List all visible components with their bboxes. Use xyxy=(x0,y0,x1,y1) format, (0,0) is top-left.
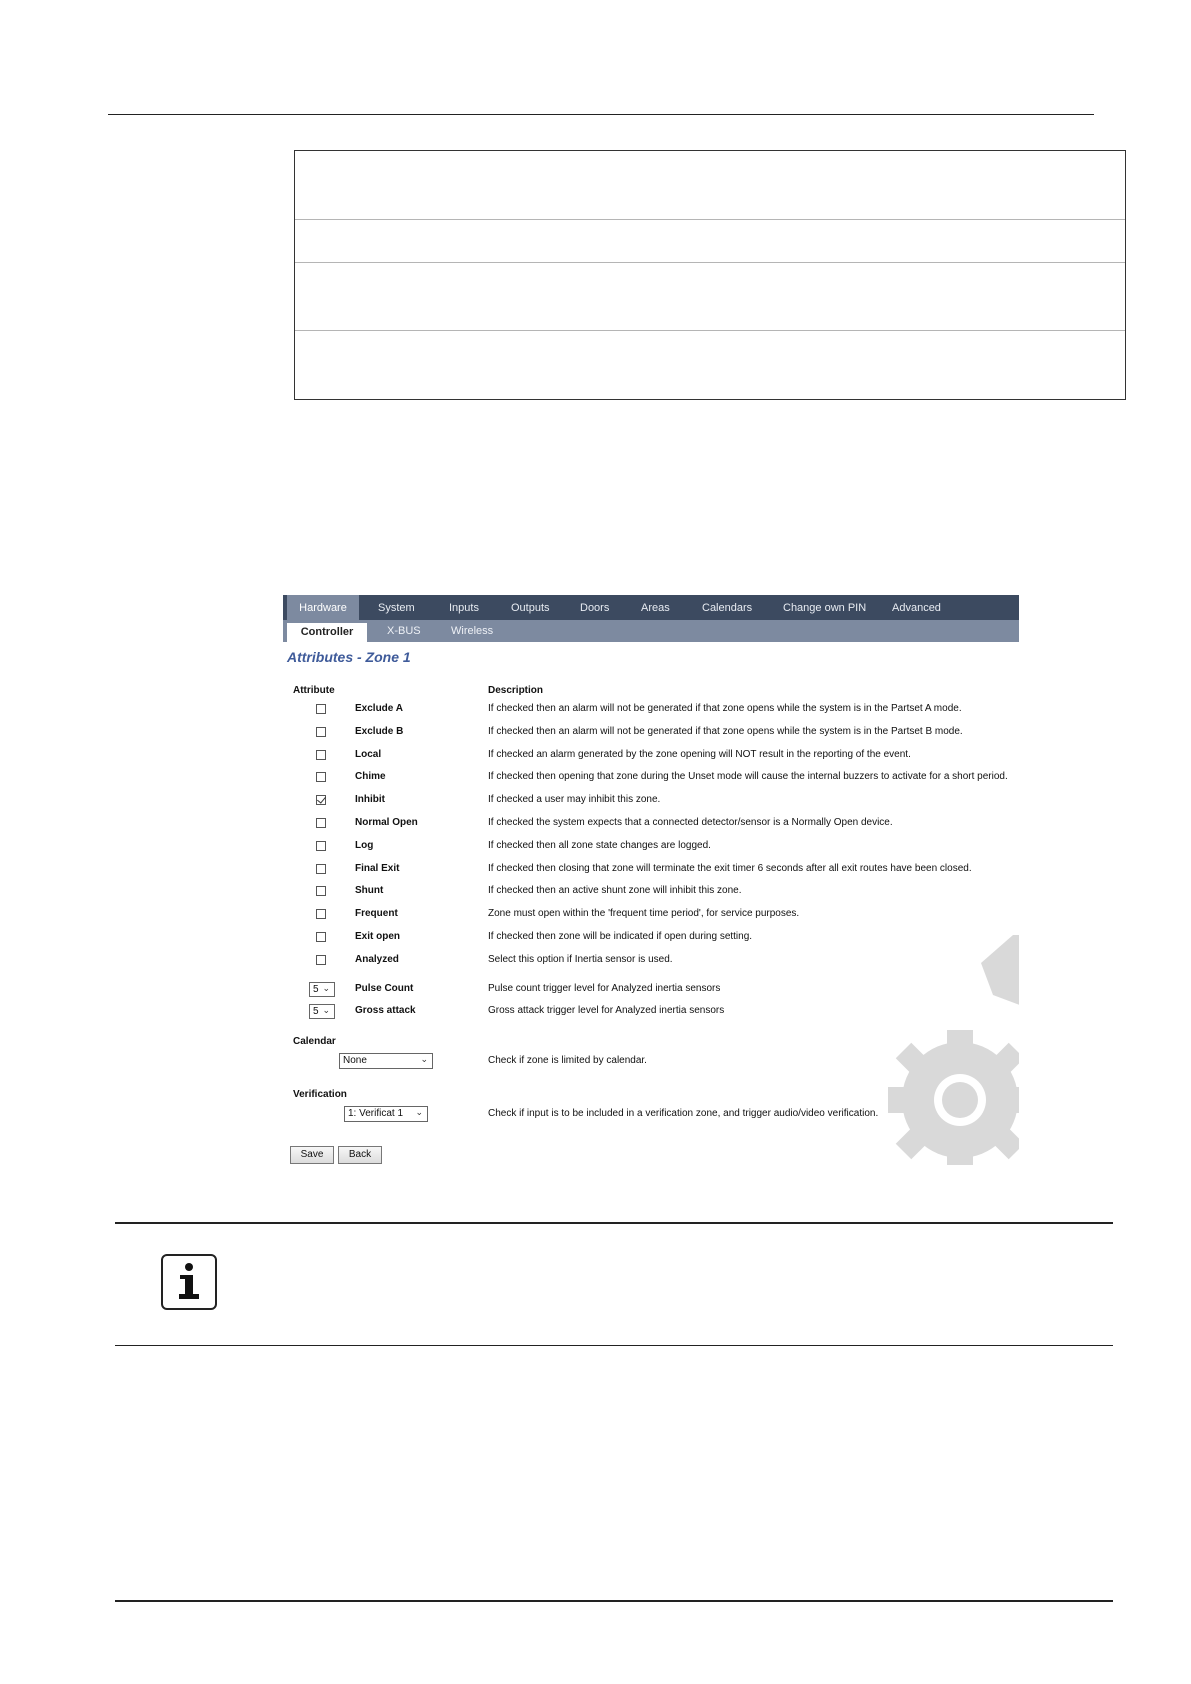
attribute-description: If checked then opening that zone during the Unset mode will cause the internal buzzers to activate for a short period. xyxy=(488,771,1008,783)
attribute-description: Select this option if Inertia sensor is used. xyxy=(488,953,673,965)
chevron-down-icon: ⌄ xyxy=(415,1107,423,1117)
chevron-down-icon: ⌄ xyxy=(420,1054,428,1064)
list-item xyxy=(283,813,1019,835)
calendar-value: None xyxy=(343,1055,367,1066)
pulse-count-label: Pulse Count xyxy=(355,983,414,994)
verification-value: 1: Verificat 1 xyxy=(348,1108,404,1119)
list-item xyxy=(283,950,1019,972)
list-item xyxy=(283,927,1019,949)
attribute-description: If checked a user may inhibit this zone. xyxy=(488,794,661,806)
attribute-checkbox[interactable] xyxy=(316,955,326,965)
tab-advanced[interactable]: Advanced xyxy=(892,602,941,614)
tab-inputs[interactable]: Inputs xyxy=(449,602,479,614)
header-rule xyxy=(108,114,1094,115)
note-bottom-rule xyxy=(115,1345,1113,1346)
attribute-checkbox[interactable] xyxy=(316,818,326,828)
attribute-name: Exclude B xyxy=(355,725,404,737)
attribute-name: Inhibit xyxy=(355,794,385,806)
attribute-description: If checked the system expects that a connected detector/sensor is a Normally Open device. xyxy=(488,817,893,828)
attribute-checkbox[interactable] xyxy=(316,750,326,760)
attribute-checkbox[interactable] xyxy=(316,841,326,851)
attribute-checkbox[interactable] xyxy=(316,864,326,874)
attribute-description: If checked then closing that zone will terminate the exit timer 6 seconds after all exit routes have been closed. xyxy=(488,862,972,874)
attribute-checkbox[interactable] xyxy=(316,932,326,942)
footer-rule xyxy=(115,1600,1113,1602)
subtab-controller[interactable]: Controller xyxy=(287,623,367,642)
table-row xyxy=(295,220,1125,263)
attribute-checkbox[interactable] xyxy=(316,704,326,714)
list-item xyxy=(283,767,1019,789)
description-column-header: Description xyxy=(488,685,544,696)
zone-attributes-screenshot xyxy=(283,595,1019,1165)
tab-change-own-pin[interactable]: Change own PIN xyxy=(783,602,867,614)
attribute-checkbox[interactable] xyxy=(316,772,326,782)
attribute-name: Shunt xyxy=(355,885,384,897)
subtab-wireless[interactable]: Wireless xyxy=(451,625,494,637)
chevron-down-icon: ⌄ xyxy=(322,1005,330,1015)
attribute-description: If checked then all zone state changes are logged. xyxy=(488,839,711,851)
attribute-column-header: Attribute xyxy=(293,685,335,696)
attribute-name: Local xyxy=(355,748,382,760)
attribute-description: If checked then an active shunt zone will inhibit this zone. xyxy=(488,885,742,897)
back-button[interactable]: Back xyxy=(338,1146,382,1164)
table-row xyxy=(295,151,1125,220)
list-item xyxy=(283,722,1019,744)
verification-description: Check if input is to be included in a verification zone, and trigger audio/video verification. xyxy=(488,1108,879,1119)
pulse-count-select[interactable] xyxy=(309,982,335,997)
calendar-label: Calendar xyxy=(293,1036,336,1047)
info-dot xyxy=(185,1263,193,1271)
calendar-select[interactable] xyxy=(339,1053,433,1069)
info-stem xyxy=(185,1275,193,1295)
list-item xyxy=(283,699,1019,721)
save-button[interactable]: Save xyxy=(290,1146,334,1164)
top-table xyxy=(294,150,1126,400)
list-item xyxy=(283,745,1019,767)
subtab-x-bus[interactable]: X-BUS xyxy=(387,625,421,637)
list-item xyxy=(283,904,1019,926)
verification-select[interactable] xyxy=(344,1106,428,1122)
list-item xyxy=(283,836,1019,858)
attribute-checkbox[interactable] xyxy=(316,795,326,805)
attribute-name: Normal Open xyxy=(355,817,418,828)
attribute-description: If checked then an alarm will not be generated if that zone opens while the system is in the Partset B mode. xyxy=(488,725,963,737)
attribute-name: Exclude A xyxy=(355,703,403,714)
tab-system[interactable]: System xyxy=(378,602,415,614)
attribute-name: Chime xyxy=(355,771,386,783)
calendar-description: Check if zone is limited by calendar. xyxy=(488,1055,647,1066)
verification-label: Verification xyxy=(293,1089,347,1100)
gross-attack-select[interactable] xyxy=(309,1004,335,1019)
table-row xyxy=(295,263,1125,331)
info-base xyxy=(179,1294,199,1299)
list-item xyxy=(283,859,1019,881)
list-item xyxy=(283,881,1019,903)
note-top-rule xyxy=(115,1222,1113,1224)
attribute-checkbox[interactable] xyxy=(316,886,326,896)
tab-calendars[interactable]: Calendars xyxy=(702,602,753,614)
main-menu xyxy=(283,595,1019,620)
attribute-name: Analyzed xyxy=(355,953,399,965)
attribute-description: Zone must open within the 'frequent time period', for service purposes. xyxy=(488,908,800,920)
tab-doors[interactable]: Doors xyxy=(580,602,610,614)
attribute-checkbox[interactable] xyxy=(316,909,326,919)
chevron-down-icon: ⌄ xyxy=(322,983,330,993)
attribute-description: If checked then zone will be indicated if open during setting. xyxy=(488,931,753,942)
list-item xyxy=(283,979,1019,1001)
gross-attack-description: Gross attack trigger level for Analyzed inertia sensors xyxy=(488,1005,725,1016)
tab-areas[interactable]: Areas xyxy=(641,602,670,614)
attribute-name: Final Exit xyxy=(355,862,400,874)
tab-hardware[interactable]: Hardware xyxy=(287,595,359,620)
sub-menu xyxy=(283,620,1019,642)
attribute-checkbox[interactable] xyxy=(316,727,326,737)
gross-attack-value: 5 xyxy=(313,1006,319,1017)
pulse-count-description: Pulse count trigger level for Analyzed inertia sensors xyxy=(488,983,721,994)
attribute-name: Frequent xyxy=(355,908,398,920)
list-item xyxy=(283,1001,1019,1023)
gross-attack-label: Gross attack xyxy=(355,1005,416,1016)
attribute-name: Log xyxy=(355,839,374,851)
table-row xyxy=(295,331,1125,399)
attribute-description: If checked then an alarm will not be generated if that zone opens while the system is in the Partset A mode. xyxy=(488,703,962,714)
attribute-name: Exit open xyxy=(355,931,401,942)
list-item xyxy=(283,790,1019,812)
tab-outputs[interactable]: Outputs xyxy=(511,602,550,614)
page-title: Attributes - Zone 1 xyxy=(287,649,411,665)
pulse-count-value: 5 xyxy=(313,984,319,995)
info-icon xyxy=(161,1254,217,1310)
attribute-description: If checked an alarm generated by the zone opening will NOT result in the reporting of the event. xyxy=(488,748,911,760)
